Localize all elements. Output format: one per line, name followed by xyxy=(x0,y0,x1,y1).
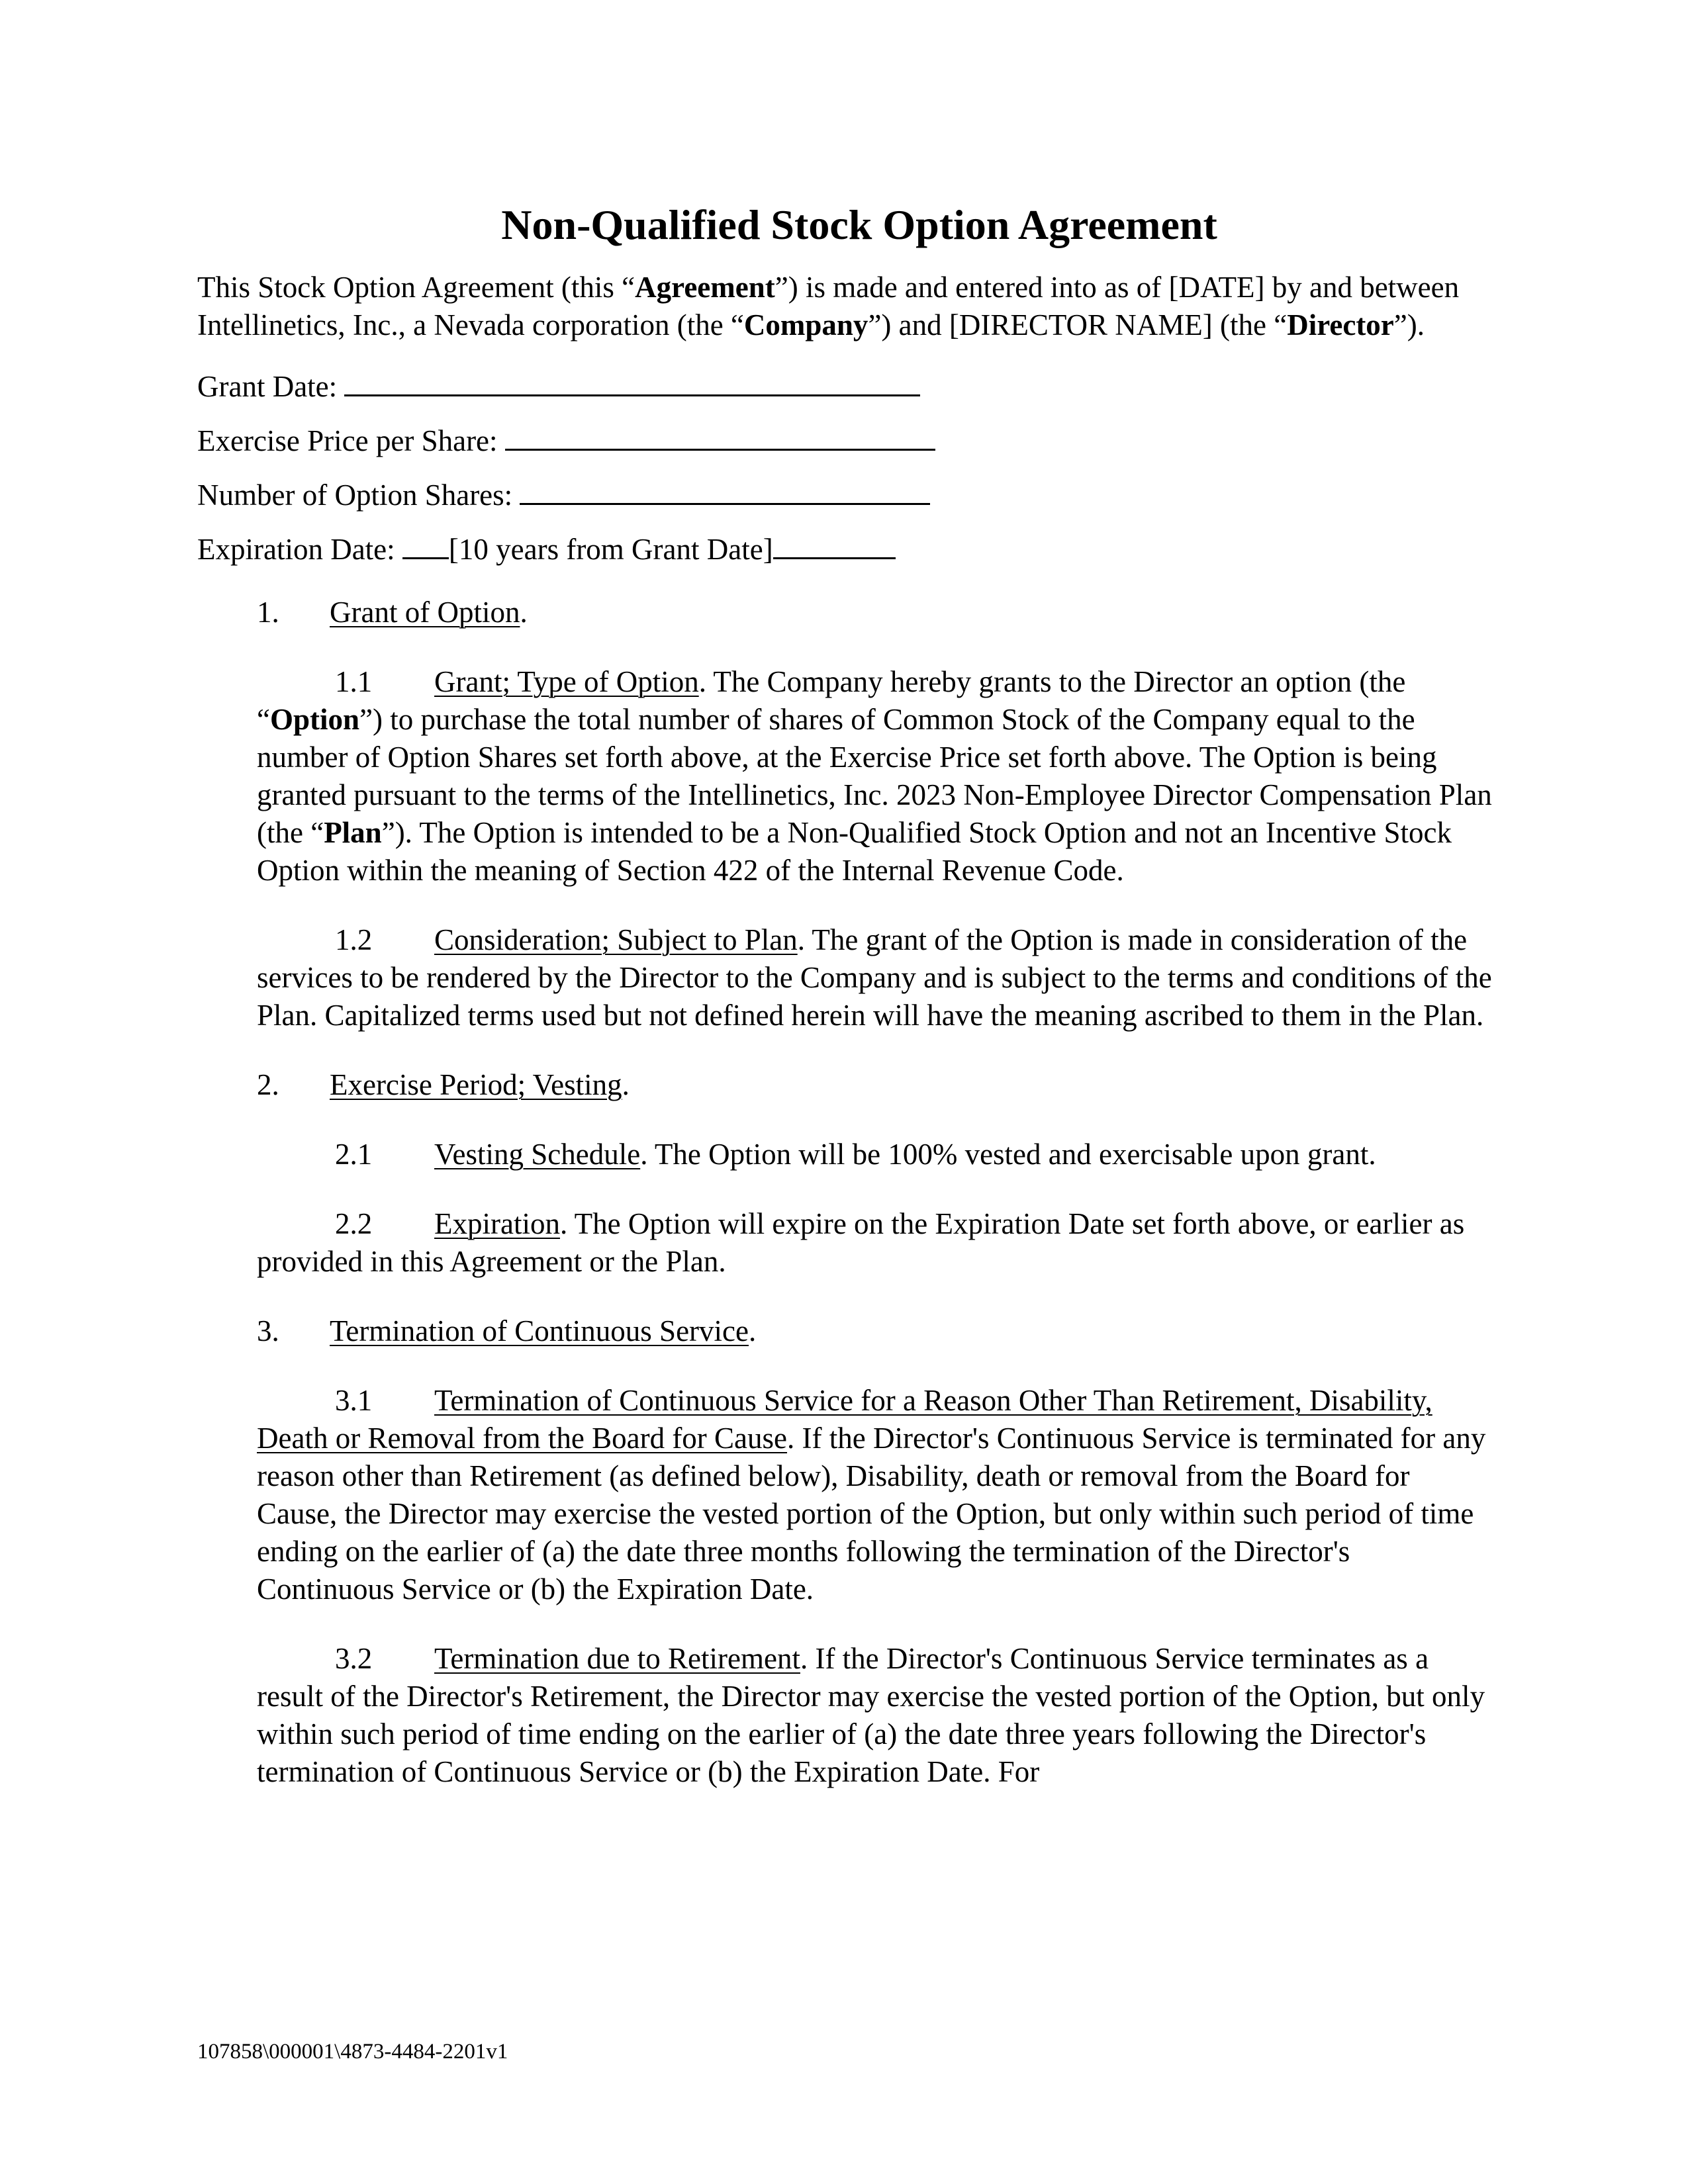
section-3-2 xyxy=(257,1640,1495,1791)
subsection-title: Consideration; Subject to Plan xyxy=(434,923,798,956)
option-shares-field xyxy=(197,473,1495,510)
section-3-heading: 3. Termination of Continuous Service. xyxy=(197,1312,1495,1350)
subsection-text: . The Option will expire on the Expiration Date set forth above, or earlier as provided in this Agreement or the Plan. xyxy=(257,1207,1465,1278)
defined-term-agreement: Agreement xyxy=(635,271,775,304)
subsection-number: 2.1 xyxy=(335,1138,373,1171)
subsection-text: . If the Director's Continuous Service is terminated for any reason other than Retirement (as defined below), Disability, death or removal from the Board for Cause, the Director may exercise the vested portion of the Option, but only within such period of time ending on the earlier of (a) the date three months following the termination of the Director's Continuous Service or (b) the Expiration Date. xyxy=(257,1422,1486,1606)
subsection-title: Expiration xyxy=(434,1207,560,1240)
intro-text: This Stock Option Agreement (this “ xyxy=(197,271,635,304)
section-number: 3. xyxy=(257,1314,279,1347)
exercise-price-label: Exercise Price per Share: xyxy=(197,424,498,457)
expiration-date-field xyxy=(197,527,1495,565)
expiration-date-value: [10 years from Grant Date] xyxy=(448,533,773,566)
intro-text: ”). xyxy=(1393,308,1425,341)
section-2-heading: 2. Exercise Period; Vesting. xyxy=(197,1066,1495,1104)
subsection-number: 3.1 xyxy=(335,1384,373,1417)
defined-term-company: Company xyxy=(743,308,868,341)
document-page xyxy=(197,199,1495,1791)
section-2-2 xyxy=(257,1205,1495,1281)
subsection-text: . The Option will be 100% vested and exercisable upon grant. xyxy=(640,1138,1376,1171)
subsection-text: ”) to purchase the total number of shares of Common Stock of the Company equal to the number of Option Shares set forth above, at the Exercise Price set forth above. The Option is being granted pursuant to the terms of the Intellinetics, Inc. 2023 Non-Employee Director Compensation Plan (the “ xyxy=(257,703,1492,849)
section-2-1 xyxy=(257,1136,1495,1173)
subsection-text: . The grant of the Option is made in consideration of the services to be rendered by the Director to the Company and is subject to the terms and conditions of the Plan. Capitalized terms used but not defined herein will have the meaning ascribed to them in the Plan. xyxy=(257,923,1492,1032)
grant-date-label: Grant Date: xyxy=(197,370,338,403)
subsection-title: Termination due to Retirement xyxy=(434,1642,800,1675)
subsection-title: Termination of Continuous Service for a Reason Other Than Retirement, Disability, Death or Removal from the Board for Cause xyxy=(257,1384,1432,1455)
intro-text: ”) and [DIRECTOR NAME] (the “ xyxy=(868,308,1288,341)
subsection-text: . If the Director's Continuous Service terminates as a result of the Director's Retirement, the Director may exercise the vested portion of the Option, but only within such period of time ending on the earlier of (a) the date three years following the Director's termination of Continuous Service or (b) the Expiration Date. For xyxy=(257,1642,1485,1788)
option-shares-blank xyxy=(520,473,930,505)
document-title: Non-Qualified Stock Option Agreement xyxy=(501,201,1217,248)
section-number: 1. xyxy=(257,596,279,629)
section-title: Exercise Period; Vesting xyxy=(330,1068,622,1101)
grant-date-field xyxy=(197,364,1495,402)
expiration-blank-right xyxy=(773,527,896,559)
document-footer-id: 107858\000001\4873-4484-2201v1 xyxy=(197,2040,508,2064)
expiration-blank-left xyxy=(402,527,449,559)
subsection-number: 1.2 xyxy=(335,923,373,956)
intro-paragraph xyxy=(197,269,1495,344)
option-shares-label: Number of Option Shares: xyxy=(197,478,513,512)
subsection-title: Grant; Type of Option xyxy=(434,665,699,698)
expiration-date-label: Expiration Date: xyxy=(197,533,395,566)
defined-term-director: Director xyxy=(1287,308,1394,341)
section-title: Termination of Continuous Service xyxy=(330,1314,749,1347)
defined-term-plan: Plan xyxy=(324,816,382,849)
exercise-price-field xyxy=(197,418,1495,456)
subsection-number: 1.1 xyxy=(335,665,373,698)
section-1-1 xyxy=(257,663,1495,889)
subsection-number: 3.2 xyxy=(335,1642,373,1675)
defined-term-option: Option xyxy=(269,703,360,736)
subsection-text: . The Company hereby grants to the Director an option (the “ xyxy=(257,665,1406,736)
section-1-2 xyxy=(257,921,1495,1034)
exercise-price-blank xyxy=(505,418,935,451)
subsection-text: ”). The Option is intended to be a Non-Qualified Stock Option and not an Incentive Stock Option within the meaning of Section 422 of the Internal Revenue Code. xyxy=(257,816,1452,887)
intro-text: ”) is made and entered into as of [DATE] by and between Intellinetics, Inc., a Nevada corporation (the “ xyxy=(197,271,1460,341)
section-number: 2. xyxy=(257,1068,279,1101)
section-title: Grant of Option xyxy=(330,596,520,629)
grant-date-blank xyxy=(344,364,920,396)
section-3-1 xyxy=(257,1382,1495,1608)
subsection-title: Vesting Schedule xyxy=(434,1138,641,1171)
section-1-heading: 1. Grant of Option. xyxy=(197,594,1495,631)
subsection-number: 2.2 xyxy=(335,1207,373,1240)
